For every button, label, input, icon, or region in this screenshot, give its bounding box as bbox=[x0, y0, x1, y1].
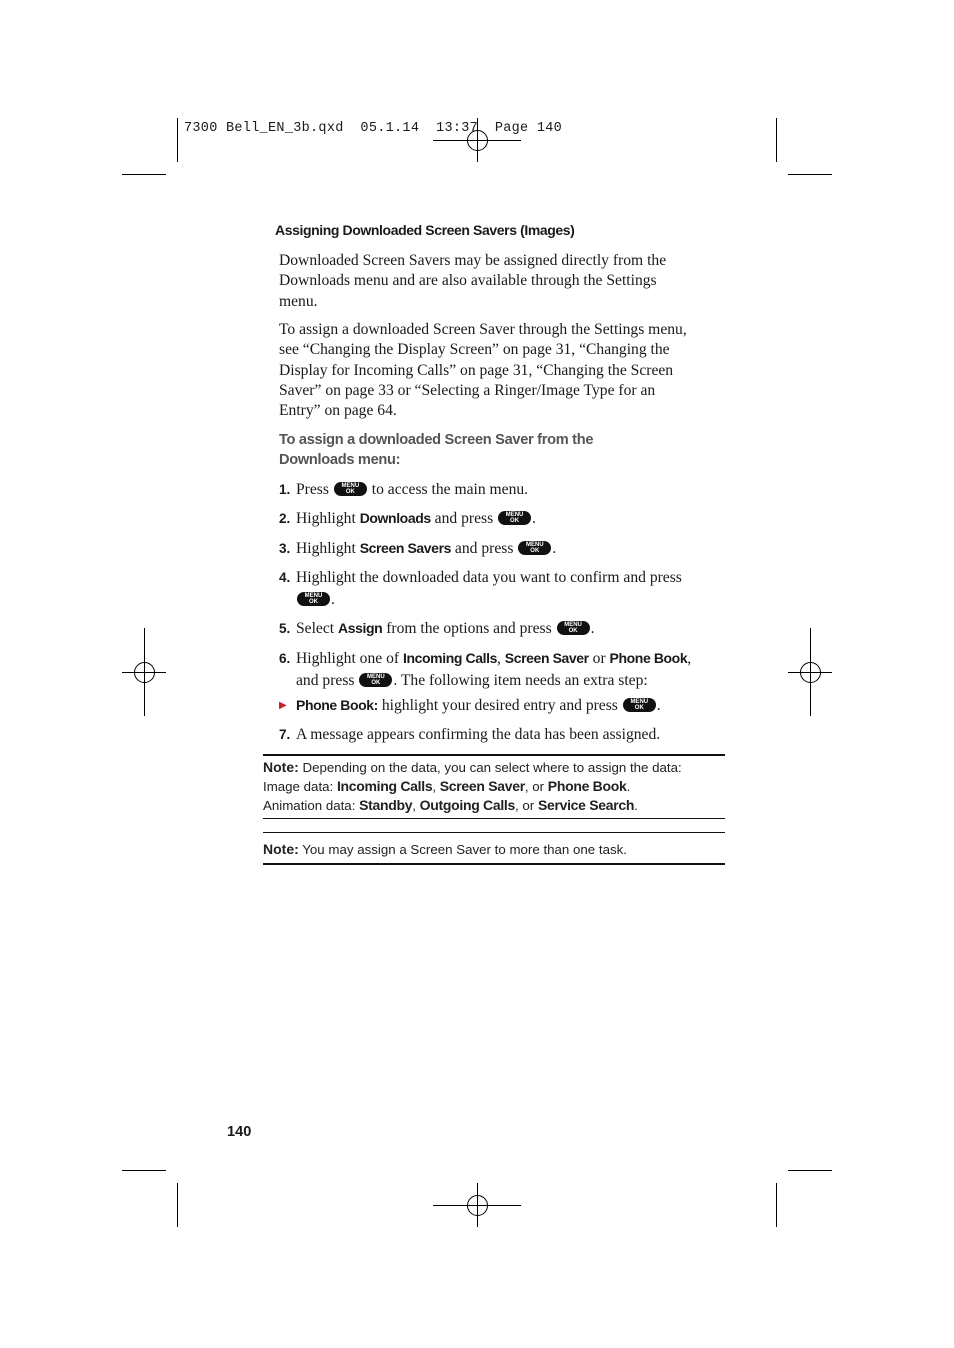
note-divider bbox=[263, 832, 725, 833]
crop-mark-top-right-v bbox=[776, 118, 777, 162]
triangle-bullet-icon: ▶ bbox=[279, 700, 287, 711]
crop-mark-bottom-right-v bbox=[776, 1183, 777, 1227]
menu-option-screen-saver: Screen Saver bbox=[504, 650, 589, 666]
menu-option-assign: Assign bbox=[338, 620, 383, 636]
procedure-subheading: To assign a downloaded Screen Saver from the Downloads menu: bbox=[279, 432, 594, 468]
note-label: Note: bbox=[263, 759, 299, 775]
menu-option-incoming-calls: Incoming Calls bbox=[403, 650, 497, 666]
crop-mark-bottom-left-v bbox=[177, 1183, 178, 1227]
menu-ok-key-icon: MENU OK bbox=[557, 621, 590, 635]
settings-paragraph: To assign a downloaded Screen Saver through the Settings menu, see “Changing the Display Screen” on page 31, “Changing the Display for Incoming Calls” on page 31, “Changing the Screen Saver” on page 33 or “Selecting a Ringer/Image Type for an Entry” on page 64. bbox=[279, 321, 687, 420]
step-number: 2. bbox=[279, 511, 291, 526]
crop-mark-bottom-right-h bbox=[788, 1170, 832, 1171]
step-number: 5. bbox=[279, 621, 291, 636]
crop-mark-top-left-h bbox=[122, 174, 166, 175]
step-number: 6. bbox=[279, 651, 291, 666]
step-5: 5. Select Assign from the options and press MENU OK . bbox=[279, 618, 709, 640]
crop-mark-bottom-left-h bbox=[122, 1170, 166, 1171]
menu-ok-key-icon: MENU OK bbox=[623, 698, 656, 712]
note-multiple-tasks: Note: You may assign a Screen Saver to more than one task. bbox=[263, 841, 627, 857]
menu-ok-key-icon: MENU OK bbox=[297, 592, 330, 606]
menu-ok-key-icon: MENU OK bbox=[359, 673, 392, 687]
sub-step-phone-book: ▶ Phone Book: highlight your desired entry and press MENU OK . bbox=[279, 697, 661, 714]
step-number: 3. bbox=[279, 541, 291, 556]
page-number: 140 bbox=[227, 1124, 252, 1140]
menu-option-phone-book: Phone Book bbox=[609, 650, 688, 666]
step-3: 3. Highlight Screen Savers and press MENU OK . bbox=[279, 538, 709, 560]
menu-option-phone-book: Phone Book: bbox=[296, 697, 378, 713]
step-number: 1. bbox=[279, 482, 291, 497]
crop-mark-top-left-v bbox=[177, 118, 178, 162]
intro-paragraph: Downloaded Screen Savers may be assigned directly from the Downloads menu and are also available through the Settings menu. bbox=[279, 252, 667, 310]
step-number: 7. bbox=[279, 727, 291, 742]
menu-ok-key-icon: MENU OK bbox=[518, 541, 551, 555]
menu-option-screen-savers: Screen Savers bbox=[359, 540, 452, 556]
step-4: 4. Highlight the downloaded data you want to confirm and press MENU OK . bbox=[279, 569, 682, 608]
note-data-assignment: Note: Depending on the data, you can select where to assign the data: Image data: Incoming Calls, Screen Saver, or Phone Book. Animation data: Standby, Outgoing Calls, or Service Search. bbox=[263, 759, 682, 813]
step-1: 1. Press MENU OK to access the main menu. bbox=[279, 479, 709, 501]
step-2: 2. Highlight Downloads and press MENU OK . bbox=[279, 508, 709, 530]
step-6: 6. Highlight one of Incoming Calls, Screen Saver or Phone Book, and press MENU OK . The following item needs an extra step: bbox=[279, 650, 692, 689]
section-heading: Assigning Downloaded Screen Savers (Images) bbox=[275, 222, 575, 238]
menu-ok-key-icon: MENU OK bbox=[334, 482, 367, 496]
step-number: 4. bbox=[279, 570, 291, 585]
note-divider bbox=[263, 818, 725, 819]
note-label: Note: bbox=[263, 841, 299, 857]
crop-mark-top-right-h bbox=[788, 174, 832, 175]
print-slug: 7300 Bell_EN_3b.qxd 05.1.14 13:37 Page 140 bbox=[184, 121, 563, 136]
menu-ok-key-icon: MENU OK bbox=[498, 511, 531, 525]
menu-option-downloads: Downloads bbox=[359, 510, 431, 526]
note-divider bbox=[263, 754, 725, 756]
step-7: 7. A message appears confirming the data has been assigned. bbox=[279, 724, 709, 746]
note-divider bbox=[263, 863, 725, 865]
